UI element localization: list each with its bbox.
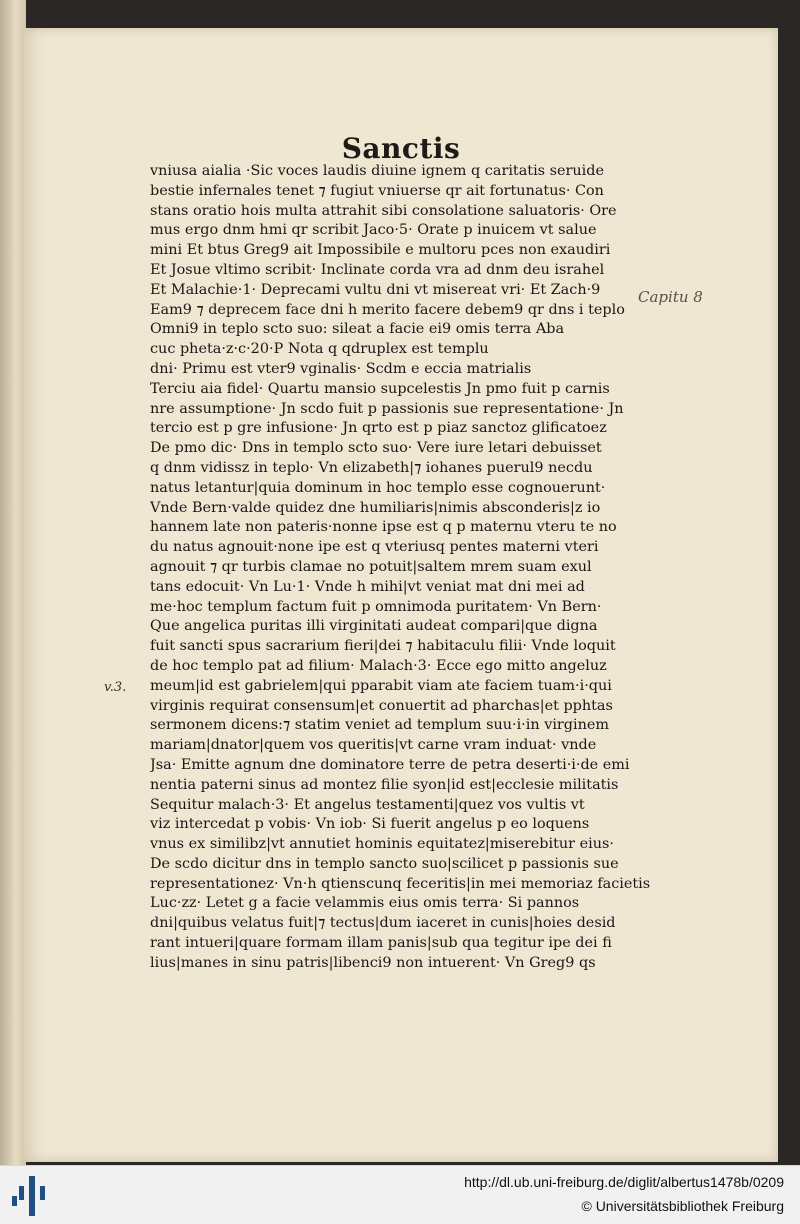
text-line: q dnm vidissz in teplo· Vn elizabeth|⁊ iohanes puerul9 necdu xyxy=(150,459,593,476)
text-line: De scdo dicitur dns in templo sancto suo|scilicet p passionis sue xyxy=(150,855,619,872)
text-line: tans edocuit· Vn Lu·1· Vnde h mihi|vt veniat mat dni mei ad xyxy=(150,578,585,595)
text-line: Jsa· Emitte agnum dne dominatore terre de petra deserti·i·de emi xyxy=(150,756,630,773)
text-line: Et Josue vltimo scribit· Inclinate corda vra ad dnm deu israhel xyxy=(150,261,605,278)
running-heading: Sanctis xyxy=(341,132,461,165)
text-line: representationez· Vn·h qtienscunq feceritis|in mei memoriaz facietis xyxy=(150,875,651,892)
text-line: meum|id est gabrielem|qui pparabit viam ate faciem tuam·i·qui xyxy=(150,677,612,694)
document-url[interactable]: http://dl.ub.uni-freiburg.de/diglit/albertus1478b/0209 xyxy=(464,1174,784,1190)
copyright-notice: © Universitätsbibliothek Freiburg xyxy=(581,1198,784,1214)
text-line: Omni9 in teplo scto suo: sileat a facie ei9 omis terra Aba xyxy=(150,321,565,338)
margin-note-left: v.3. xyxy=(104,680,127,695)
text-line: vniusa aialia ·Sic voces laudis diuine ignem q caritatis seruide xyxy=(150,163,605,179)
text-line: lius|manes in sinu patris|libenci9 non intuerent· Vn Greg9 qs xyxy=(150,954,596,971)
text-line: viz intercedat p vobis· Vn iob· Si fuerit angelus p eo loquens xyxy=(150,816,590,833)
margin-note-right: Capitu 8 xyxy=(638,288,703,306)
text-line: Et Malachie·1· Deprecami vultu dni vt misereat vri· Et Zach·9 xyxy=(150,281,601,298)
text-line: tercio est p gre infusione· Jn qrto est p piaz sanctoz glificatoez xyxy=(150,420,607,437)
text-line: fuit sancti spus sacrarium fieri|dei ⁊ habitaculu filii· Vnde loquit xyxy=(150,638,616,655)
text-line: virginis requirat consensum|et conuertit ad pharchas|et pphtas xyxy=(150,697,613,714)
text-line: agnouit ⁊ qr turbis clamae no potuit|saltem mrem suam exul xyxy=(150,558,592,575)
text-line: Luc·zz· Letet g a facie velammis eius omis terra· Si pannos xyxy=(150,895,580,912)
text-line: natus letantur|quia dominum in hoc templo esse cognouerunt· xyxy=(150,479,606,496)
text-line: bestie infernales tenet ⁊ fugiut vniuerse qr ait fortunatus· Con xyxy=(150,182,604,199)
text-line: cuc pheta·z·c·20·P Nota q qdruplex est templu xyxy=(150,341,489,358)
text-line: nentia paterni sinus ad montez filie syon|id est|ecclesie militatis xyxy=(150,776,619,793)
text-line: Que angelica puritas illi virginitati audeat compari|que digna xyxy=(150,618,598,635)
text-line: stans oratio hois multa attrahit sibi consolatione saluatoris· Ore xyxy=(150,202,617,219)
text-line: mus ergo dnm hmi qr scribit Jaco·5· Orate p inuicem vt salue xyxy=(150,222,597,239)
text-line: De pmo dic· Dns in templo scto suo· Vere iure letari debuisset xyxy=(150,440,602,457)
text-line: mariam|dnator|quem vos queritis|vt carne vram induat· vnde xyxy=(150,737,597,754)
text-line: dni· Primu est vter9 vginalis· Scdm e eccia matrialis xyxy=(150,360,532,377)
facing-page-edge xyxy=(0,0,26,1165)
viewer-footer xyxy=(0,1165,800,1224)
text-line: de hoc templo pat ad filium· Malach·3· Ecce ego mitto angeluz xyxy=(150,657,607,674)
ub-freiburg-logo xyxy=(12,1176,52,1216)
text-line: Sequitur malach·3· Et angelus testamenti|quez vos vultis vt xyxy=(150,796,585,813)
incunable-page xyxy=(24,28,778,1162)
body-text xyxy=(150,162,662,974)
text-line: vnus ex similibz|vt annutiet hominis equitatez|miserebitur eius· xyxy=(150,836,614,853)
text-line: Terciu aia fidel· Quartu mansio supcelestis Jn pmo fuit p carnis xyxy=(150,380,610,397)
text-line: mini Et btus Greg9 ait Impossibile e multoru pces non exaudiri xyxy=(150,242,611,259)
text-line: du natus agnouit·none ipe est q vteriusq pentes materni vteri xyxy=(150,539,599,556)
text-line: sermonem dicens:⁊ statim veniet ad templum suu·i·in virginem xyxy=(150,717,610,734)
text-line: Eam9 ⁊ deprecem face dni h merito facere debem9 qr dns i teplo xyxy=(150,301,625,318)
text-line: Vnde Bern·valde quidez dne humiliaris|nimis absconderis|z io xyxy=(150,499,601,516)
text-line: hannem late non pateris·nonne ipse est q p maternu vteru te no xyxy=(150,519,617,536)
text-line: me·hoc templum factum fuit p omnimoda puritatem· Vn Bern· xyxy=(150,598,602,615)
text-line: dni|quibus velatus fuit|⁊ tectus|dum iaceret in cunis|hoies desid xyxy=(150,915,616,932)
text-line: rant intueri|quare formam illam panis|sub qua tegitur ipe dei fi xyxy=(150,935,612,952)
text-line: nre assumptione· Jn scdo fuit p passionis sue representatione· Jn xyxy=(150,400,624,417)
